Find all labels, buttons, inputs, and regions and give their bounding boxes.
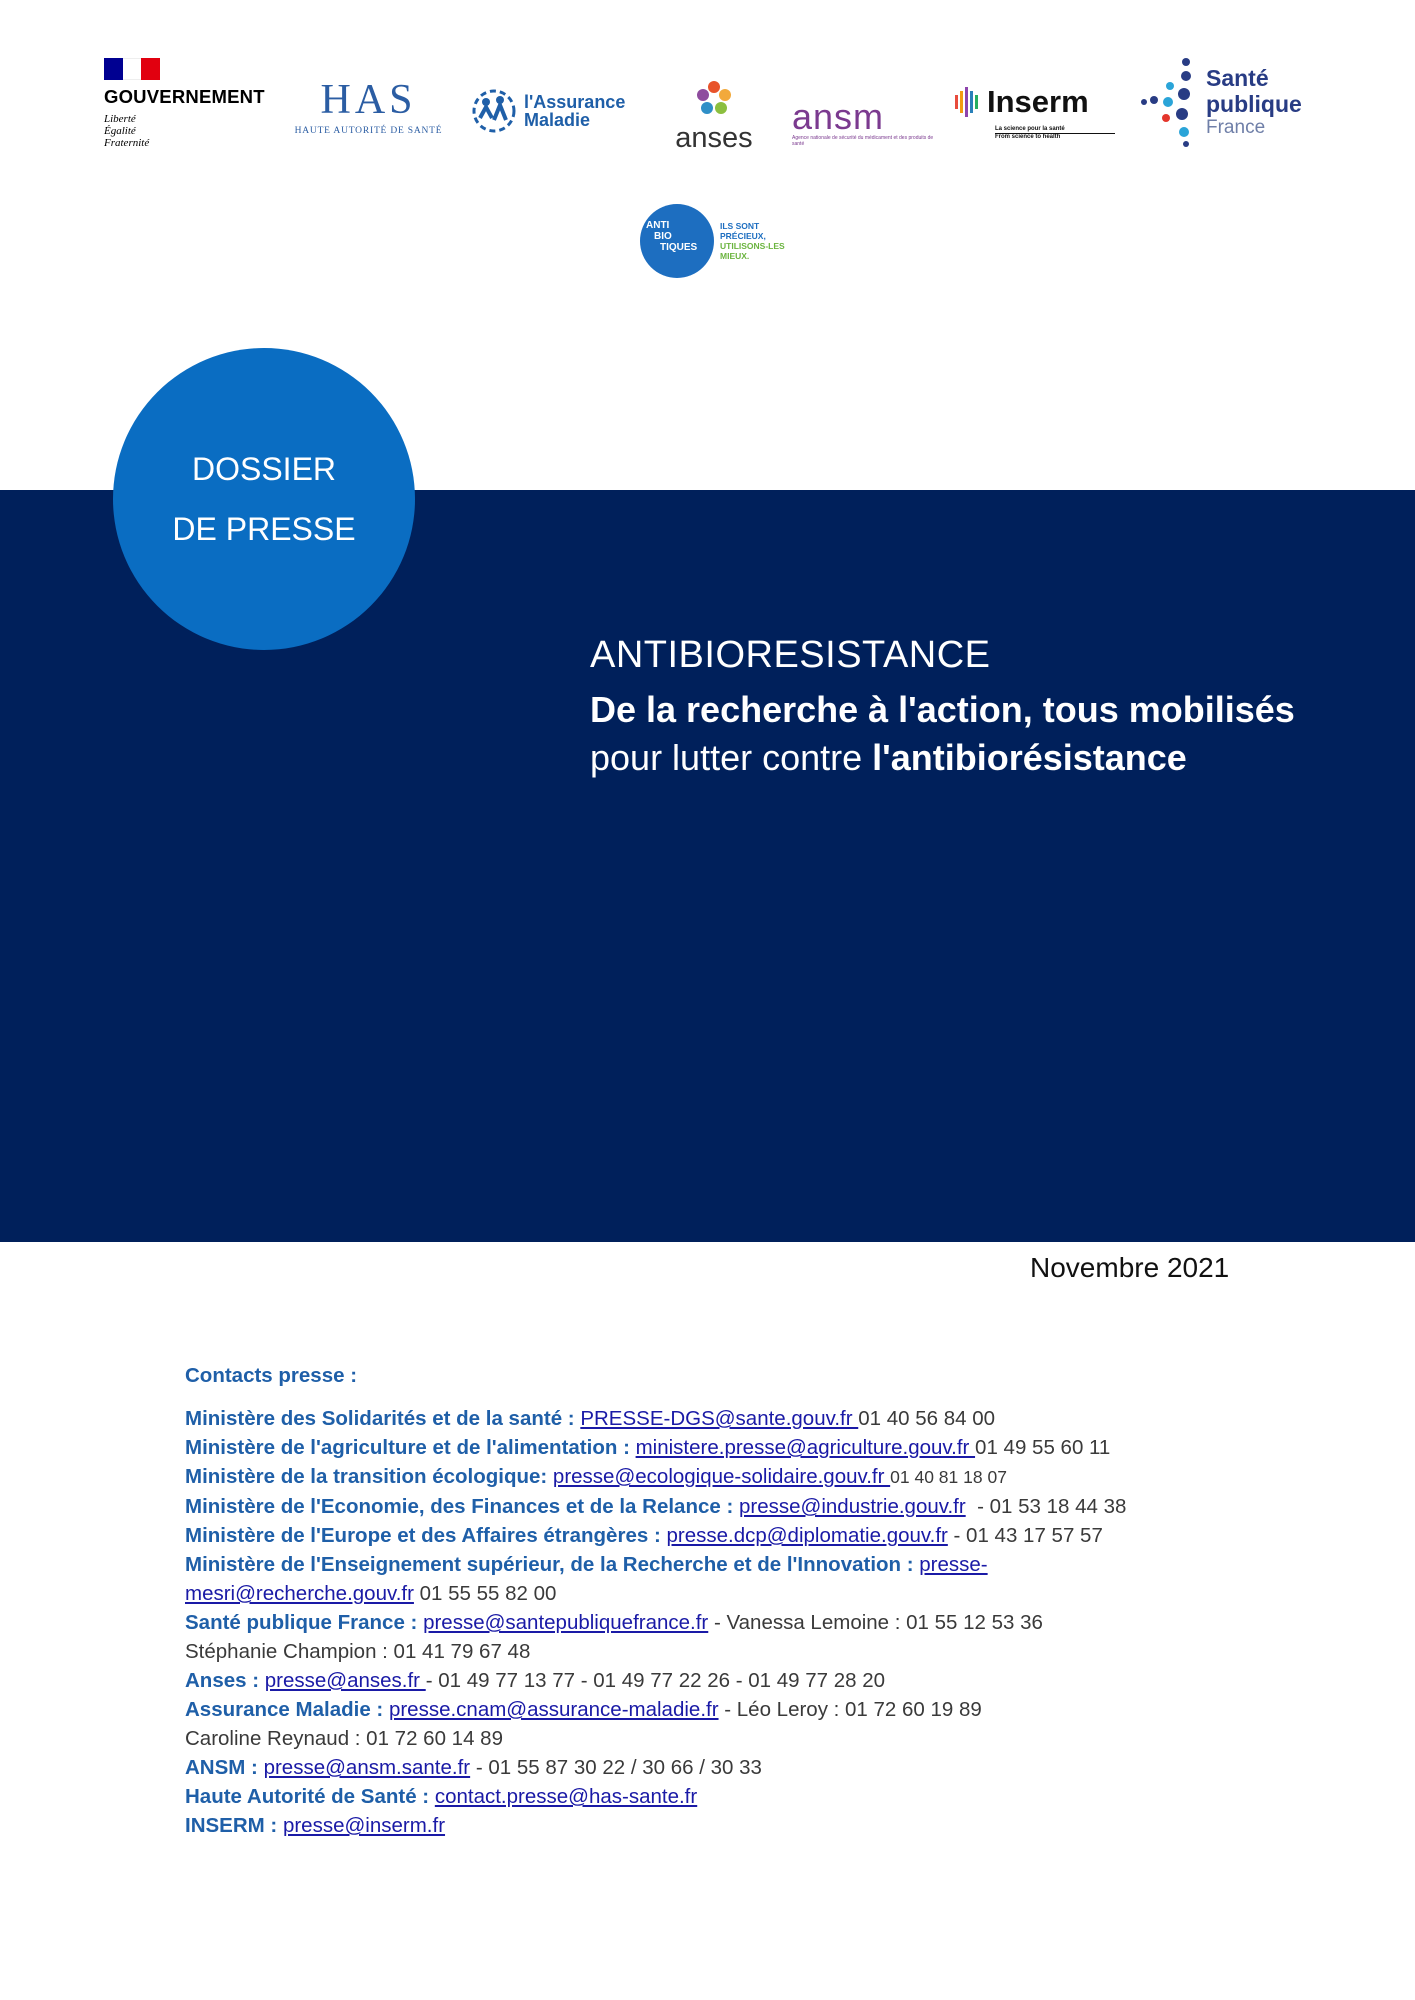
email-link[interactable]: presse@ecologique-solidaire.gouv.fr: [552, 1465, 891, 1488]
email-link[interactable]: PRESSE-DGS@sante.gouv.fr: [580, 1407, 859, 1430]
antibiotiques-circle-icon: ANTI BIO TIQUES: [640, 204, 714, 278]
cover-kicker: ANTIBIORESISTANCE: [590, 634, 991, 676]
inserm-bars-icon: [955, 87, 981, 117]
has-name: HAS: [320, 77, 417, 123]
ansm-subtitle: Agence nationale de sécurité du médicament et des produits de santé: [792, 135, 934, 147]
contact-line: Caroline Reynaud : 01 72 60 14 89: [185, 1727, 503, 1750]
contact-line: mesri@recherche.gouv.fr 01 55 55 82 00: [185, 1582, 557, 1605]
badge-line2: DE PRESSE: [172, 511, 356, 547]
assurance-maladie-line2: Maladie: [524, 110, 591, 130]
gouvernement-logo: [104, 58, 294, 149]
spf-line2: publique: [1206, 91, 1302, 117]
antibiotiques-claim: ILS SONT PRÉCIEUX, UTILISONS-LES MIEUX.: [720, 221, 785, 261]
spf-line1: Santé: [1206, 65, 1269, 91]
contact-line: Santé publique France : presse@santepubliquefrance.fr - Vanessa Lemoine : 01 55 12 53 36: [185, 1611, 1043, 1634]
email-link[interactable]: contact.presse@has-sante.fr: [434, 1785, 698, 1808]
assurance-maladie-figures-icon: [468, 88, 520, 134]
anses-logo: [668, 80, 760, 153]
inserm-name: Inserm: [987, 84, 1089, 119]
has-subtitle: HAUTE AUTORITÉ DE SANTÉ: [294, 126, 443, 136]
sante-publique-france-logo: [1140, 56, 1340, 148]
email-link[interactable]: ministere.presse@agriculture.gouv.fr: [635, 1436, 976, 1459]
contact-line: Ministère des Solidarités et de la santé : PRESSE-DGS@sante.gouv.fr 01 40 56 84 00: [185, 1407, 996, 1430]
sante-publique-dots-icon: [1140, 56, 1200, 148]
publication-date: Novembre 2021: [1030, 1252, 1230, 1283]
ansm-name: ansm: [792, 96, 885, 137]
assurance-maladie-line1: l'Assurance: [524, 92, 626, 112]
contact-line: INSERM : presse@inserm.fr: [185, 1814, 446, 1837]
contacts-heading: Contacts presse :: [185, 1364, 358, 1387]
email-link[interactable]: mesri@recherche.gouv.fr: [185, 1582, 414, 1605]
contact-line: Stéphanie Champion : 01 41 79 67 48: [185, 1640, 531, 1663]
cover-titles: [590, 632, 1380, 782]
contact-line: ANSM : presse@ansm.sante.fr - 01 55 87 30 22 / 30 66 / 30 33: [185, 1756, 762, 1779]
french-flag-icon: [104, 58, 160, 80]
email-link[interactable]: presse@anses.fr: [264, 1669, 426, 1692]
anses-name: anses: [675, 122, 753, 154]
contact-line: Anses : presse@anses.fr - 01 49 77 13 77 - 01 49 77 22 26 - 01 49 77 28 20: [185, 1669, 886, 1692]
email-link[interactable]: presse@inserm.fr: [282, 1814, 446, 1837]
has-logo: [286, 77, 451, 136]
email-link[interactable]: presse@ansm.sante.fr: [263, 1756, 471, 1779]
email-link[interactable]: presse@industrie.gouv.fr: [739, 1495, 966, 1518]
email-link[interactable]: presse.cnam@assurance-maladie.fr: [388, 1698, 719, 1721]
contact-line: Assurance Maladie : presse.cnam@assurance-maladie.fr - Léo Leroy : 01 72 60 19 89: [185, 1698, 982, 1721]
contact-line: Haute Autorité de Santé : contact.presse@has-sante.fr: [185, 1785, 698, 1808]
inserm-tagline: La science pour la santé From science to health: [995, 126, 1115, 141]
contact-line: Ministère de l'Enseignement supérieur, de la Recherche et de l'Innovation : presse-: [185, 1553, 988, 1576]
inserm-logo: [955, 86, 1115, 141]
spf-line3: France: [1206, 117, 1266, 138]
press-contacts: [185, 1364, 1285, 1840]
dossier-badge: [113, 348, 415, 650]
contact-line: Ministère de l'agriculture et de l'alimentation : ministere.presse@agriculture.gouv.fr 01 49 55 60 11: [185, 1436, 1111, 1459]
contact-line: Ministère de l'Europe et des Affaires étrangères : presse.dcp@diplomatie.gouv.fr - 01 43 17 57 57: [185, 1524, 1103, 1547]
assurance-maladie-logo: [468, 88, 625, 134]
contact-line: Ministère de la transition écologique: presse@ecologique-solidaire.gouv.fr 01 40 81 18 07: [185, 1465, 1007, 1488]
email-link[interactable]: presse-: [919, 1553, 988, 1576]
cover-headline: De la recherche à l'action, tous mobilisés pour lutter contre l'antibiorésistance: [590, 689, 1295, 778]
contact-line: Ministère de l'Economie, des Finances et de la Relance : presse@industrie.gouv.fr - 01 53 18 44 38: [185, 1495, 1127, 1518]
gouvernement-name: GOUVERNEMENT: [104, 86, 265, 107]
antibiotiques-logo: [640, 204, 785, 278]
badge-line1: DOSSIER: [191, 451, 337, 487]
email-link[interactable]: presse.dcp@diplomatie.gouv.fr: [666, 1524, 948, 1547]
anses-flower-icon: [694, 80, 734, 116]
ansm-logo: [792, 96, 937, 147]
email-link[interactable]: presse@santepubliquefrance.fr: [423, 1611, 709, 1634]
gouvernement-motto: Liberté Égalité Fraternité: [104, 113, 150, 149]
